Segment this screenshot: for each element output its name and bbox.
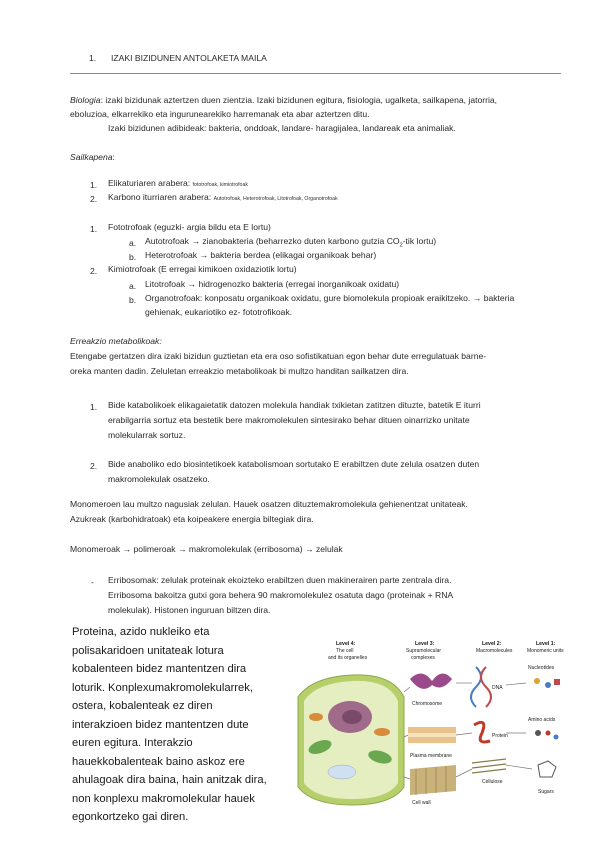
sugars-label: Sugars: [538, 789, 554, 795]
big-line-5: ostera, kobalenteak ez diren: [72, 700, 213, 712]
metabolic-item-1-number: 1.: [90, 402, 98, 412]
classification-item-1-number: 1.: [90, 180, 98, 190]
plasma-membrane-label: Plasma membrane: [410, 753, 452, 759]
intro-line2: eboluzioa, elkarrekiko eta ingurunearekiko harremanak eta abar aztertzen ditu.: [70, 109, 370, 119]
list-item-2a-number: a.: [129, 281, 137, 291]
level2-title: Level 2:: [482, 641, 502, 647]
big-line-8: hauekkobalenteak baino askoz ere: [72, 755, 245, 768]
level3-sub1: Supramolecular: [406, 648, 442, 654]
ribosome-dash: -: [91, 577, 94, 587]
classification-item-1-detail: fototrofoak, kimiotrofoak: [192, 182, 248, 188]
list-item-1b-number: b.: [129, 252, 137, 262]
classification-item-1-label: Elikaturiaren arabera:: [108, 178, 191, 188]
protein-illustration: [474, 722, 508, 742]
cell-wall-label: Cell wall: [412, 800, 431, 806]
metabolic-item-2-line2: makromolekulak osatzeko.: [108, 474, 210, 484]
list-item-2b-line1: Organotrofoak: konposatu organikoak oxidatu, gure biomolekula propioak eraikitzeko. → bakteria: [145, 293, 515, 303]
big-line-6: interakzioen bidez mantentzen dute: [72, 718, 249, 731]
nucleotides-illustration: [528, 665, 560, 688]
big-line-10: non konplexu makromolekular hauek: [72, 792, 255, 805]
cell-hierarchy-svg: [292, 637, 572, 807]
intro-line1: : izaki bizidunak aztertzen duen zientzia. Izaki bizidunen egitura, fisiologia, ugalketa, sailkapena, jatorria,: [100, 95, 498, 105]
list-item-1a-number: a.: [129, 238, 137, 248]
intro-line3: Izaki bizidunen adibideak: bakteria, onddoak, landare- haragijalea, landareak eta animaliak.: [108, 123, 456, 133]
metabolic-line1: Etengabe gertatzen dira izaki bizidun guztietan eta era oso sofistikatuan egon behar dute erregulatuak barne-: [70, 351, 487, 361]
list-item-2: Kimiotrofoak (E erregai kimikoen oxidaziotik lortu): [108, 264, 297, 274]
intro-term: Biologia: [70, 95, 101, 105]
big-line-1: Proteina, azido nukleiko eta: [72, 626, 210, 638]
big-line-7: euren egitura. Interakzio: [72, 737, 193, 749]
metabolic-item-2-num: 2.: [90, 461, 98, 471]
big-line-11: egonkortzeko gai diren.: [72, 811, 189, 823]
level2-sub1: Macromolecules: [476, 648, 513, 654]
list-item-1a-text: Autotrofoak → zianobakteria (beharrezko duten karbono gutzia CO: [145, 236, 400, 246]
big-line-9: ahulagoak dira baina, hain anitzak dira,: [72, 774, 267, 786]
chromosome-label: Chromosome: [412, 701, 443, 707]
big-line-2: polisakaridoen unitateak lotura: [72, 644, 224, 657]
plant-cell-illustration: [298, 675, 404, 805]
level3-title: Level 3:: [415, 641, 435, 647]
ribosome-line2: Erribosoma bakoitza gutxi gora behera 90 makromolekulez osatuta dago (proteinak + RNA: [108, 590, 454, 600]
ribosome-line3: molekulak). Histonen inguruan biltzen dira.: [108, 605, 271, 615]
classification-title-colon: :: [112, 152, 115, 162]
dna-label: DNA: [492, 685, 503, 691]
covalent-bonds-paragraph: [72, 623, 287, 827]
big-line-4: loturik. Konplexumakromolekularrek,: [72, 681, 253, 694]
metabolic-item-2-line1: Bide anaboliko edo biosintetikoek katabolismoan sortutako E erabiltzen dute zelula osatzen duten: [108, 459, 480, 469]
metabolic-title: Erreakzio metabolikoak:: [70, 336, 162, 346]
level1-sub1: Monomeric units: [527, 648, 564, 654]
monomers-chain: Monomeroak → polimeroak → makromolekulak (erribosoma) → zelulak: [70, 544, 343, 554]
protein-label: Protein: [492, 733, 508, 739]
classification-item-2-number: 2.: [90, 194, 98, 204]
intro-paragraph: [70, 93, 565, 108]
co2-subscript: 2: [399, 242, 403, 249]
classification-title-text: Sailkapena: [70, 152, 113, 162]
list-item-2b-line2: gehienak, eukariotiko ez- fototrofikoak.: [145, 307, 293, 317]
level4-sub2: and its organelles: [328, 655, 368, 661]
level1-title: Level 1:: [536, 641, 556, 647]
list-item-2-number: 2.: [90, 266, 98, 276]
plasma-membrane-illustration: [408, 727, 456, 759]
nucleotides-label: Nucleotides: [528, 665, 555, 671]
cellulose-label: Cellulose: [482, 779, 503, 785]
list-item-2a: Litotrofoak → hidrogenozko bakteria (erregai inorganikoak oxidatu): [145, 279, 400, 289]
list-item-2b-number: b.: [129, 295, 137, 305]
sugars-illustration: [538, 761, 556, 795]
list-item-1-number: 1.: [90, 224, 98, 234]
chromosome-illustration: [410, 673, 452, 707]
metabolic-item-1-line2: erabilgarria sortuz eta bestetik bere makromolekulen sintesirako behar dituen oinarrizko unitate: [108, 415, 470, 425]
metabolic-item-1-line3: molekularrak sortuz.: [108, 430, 186, 440]
cell-wall-illustration: [410, 765, 456, 806]
monomers-line1: Monomeroen lau multzo nagusiak zelulan. Hauek osatzen dituztemakromolekula gehienentzat unitateak.: [70, 499, 468, 509]
list-item-1: Fototrofoak (eguzki- argia bildu eta E lortu): [108, 222, 271, 232]
level4-title: Level 4:: [336, 641, 356, 647]
level3-sub2: complexes: [411, 655, 435, 661]
classification-title: [70, 150, 115, 165]
classification-item-2-detail: Autotrofoak, Heterotrofoak, Litotrofoak, Organotrofoak: [213, 196, 338, 202]
amino-acids-illustration: [528, 717, 559, 740]
level4-sub1: The cell: [336, 648, 354, 654]
cellulose-illustration: [472, 759, 506, 785]
cell-hierarchy-figure: [292, 637, 572, 807]
amino-acids-label: Amino acids: [528, 717, 556, 723]
page-title: IZAKI BIZIDUNEN ANTOLAKETA MAILA: [111, 53, 267, 63]
classification-item-2: [108, 190, 338, 207]
dna-illustration: [471, 667, 503, 707]
list-item-1b: Heterotrofoak → bakteria berdea (elikagai organikoak behar): [145, 250, 377, 260]
big-line-3: kobalenteen bidez mantentzen dira: [72, 663, 247, 675]
heading-divider: [70, 73, 561, 74]
metabolic-line2: oreka manten dadin. Zeluletan erreakzio metabolikoak bi multzo handitan sailkatzen dira.: [70, 366, 409, 376]
classification-item-2-label: Karbono iturriaren arabera:: [108, 192, 212, 202]
metabolic-item-1-line1: Bide katabolikoek elikagaietatik datozen molekula handiak txikietan zatitzen dituzte, batetik E iturri: [108, 400, 481, 410]
monomers-line2: Azukreak (karbohidratoak) eta koipeakere energia biltegiak dira.: [70, 514, 314, 524]
list-item-1a-text-end: -tik lortu): [402, 236, 437, 246]
heading-number: 1.: [89, 53, 97, 63]
ribosome-line1: Erribosomak: zelulak proteinak ekoizteko erabiltzen duen makinerairen parte zentrala dira.: [108, 575, 452, 585]
